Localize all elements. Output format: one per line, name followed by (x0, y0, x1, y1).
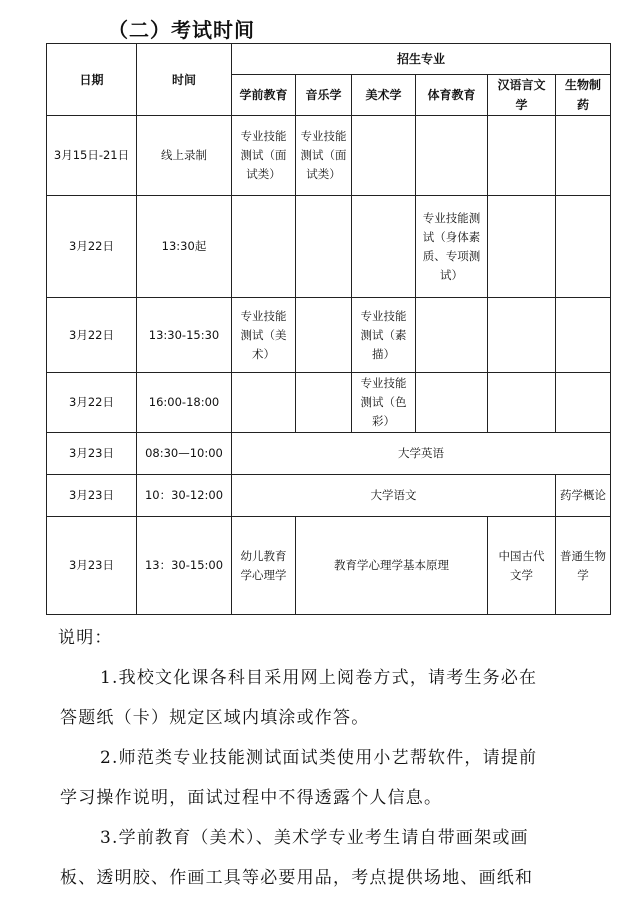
cell-music (296, 373, 352, 433)
cell-chinese (488, 373, 556, 433)
cell-chinese: 中国古代文学 (488, 517, 556, 615)
note-item-3-cont: 板、透明胶、作画工具等必要用品，考点提供场地、画纸和 (60, 868, 534, 888)
cell-bio: 普通生物学 (556, 517, 611, 615)
cell-music (296, 298, 352, 373)
cell-date: 3月22日 (47, 373, 137, 433)
header-major-pe: 体育教育 (416, 75, 488, 116)
header-major-bio: 生物制药 (556, 75, 611, 116)
cell-date: 3月15日-21日 (47, 116, 137, 196)
table-row (47, 298, 611, 373)
cell-bio (556, 196, 611, 298)
cell-chinese (488, 196, 556, 298)
cell-preschool: 专业技能测试（面试类） (232, 116, 296, 196)
note-item-1: 1.我校文化课各科目采用网上阅卷方式，请考生务必在 (100, 668, 538, 688)
cell-preschool (232, 196, 296, 298)
header-time: 时间 (137, 44, 232, 116)
table-row (47, 116, 611, 196)
cell-chinese (488, 298, 556, 373)
note-item-3: 3.学前教育（美术）、美术学专业考生请自带画架或画 (100, 828, 529, 848)
table-row (47, 475, 611, 517)
cell-pe (416, 298, 488, 373)
cell-merged-middle: 教育学心理学基本原理 (296, 517, 488, 615)
cell-date: 3月23日 (47, 517, 137, 615)
cell-time: 13:30起 (137, 196, 232, 298)
table-row (47, 373, 611, 433)
table-row (47, 433, 611, 475)
cell-date: 3月22日 (47, 298, 137, 373)
cell-bio (556, 373, 611, 433)
cell-time: 10：30-12:00 (137, 475, 232, 517)
header-major-art: 美术学 (352, 75, 416, 116)
header-major-preschool: 学前教育 (232, 75, 296, 116)
cell-time: 13:30-15:30 (137, 298, 232, 373)
note-item-2-cont: 学习操作说明，面试过程中不得透露个人信息。 (60, 788, 443, 808)
cell-date: 3月23日 (47, 475, 137, 517)
cell-art: 专业技能测试（素描） (352, 298, 416, 373)
cell-preschool: 幼儿教育学心理学 (232, 517, 296, 615)
note-item-2: 2.师范类专业技能测试面试类使用小艺帮软件，请提前 (100, 748, 538, 768)
cell-pe (416, 373, 488, 433)
header-date: 日期 (47, 44, 137, 116)
cell-time: 16:00-18:00 (137, 373, 232, 433)
notes-title: 说明： (58, 628, 113, 648)
cell-music: 专业技能测试（面试类） (296, 116, 352, 196)
cell-date: 3月23日 (47, 433, 137, 475)
exam-schedule-table (46, 43, 611, 615)
cell-bio (556, 298, 611, 373)
cell-chinese (488, 116, 556, 196)
table-row (47, 196, 611, 298)
cell-time: 线上录制 (137, 116, 232, 196)
cell-merged-five-majors: 大学语文 (232, 475, 556, 517)
cell-time: 08:30—10:00 (137, 433, 232, 475)
cell-merged-all-majors: 大学英语 (232, 433, 611, 475)
header-major-music: 音乐学 (296, 75, 352, 116)
notes-section (60, 618, 613, 898)
table-header-row (47, 44, 611, 75)
cell-preschool: 专业技能测试（美术） (232, 298, 296, 373)
section-heading: （二）考试时间 (108, 18, 255, 42)
cell-pe (416, 116, 488, 196)
note-item-1-cont: 答题纸（卡）规定区域内填涂或作答。 (60, 708, 370, 728)
table-row (47, 517, 611, 615)
header-majors-group: 招生专业 (232, 44, 611, 75)
cell-pe: 专业技能测试（身体素质、专项测试） (416, 196, 488, 298)
cell-art (352, 116, 416, 196)
cell-art: 专业技能测试（色彩） (352, 373, 416, 433)
cell-art (352, 196, 416, 298)
header-major-chinese: 汉语言文学 (488, 75, 556, 116)
cell-date: 3月22日 (47, 196, 137, 298)
cell-music (296, 196, 352, 298)
cell-bio (556, 116, 611, 196)
cell-bio: 药学概论 (556, 475, 611, 517)
cell-preschool (232, 373, 296, 433)
cell-time: 13：30-15:00 (137, 517, 232, 615)
